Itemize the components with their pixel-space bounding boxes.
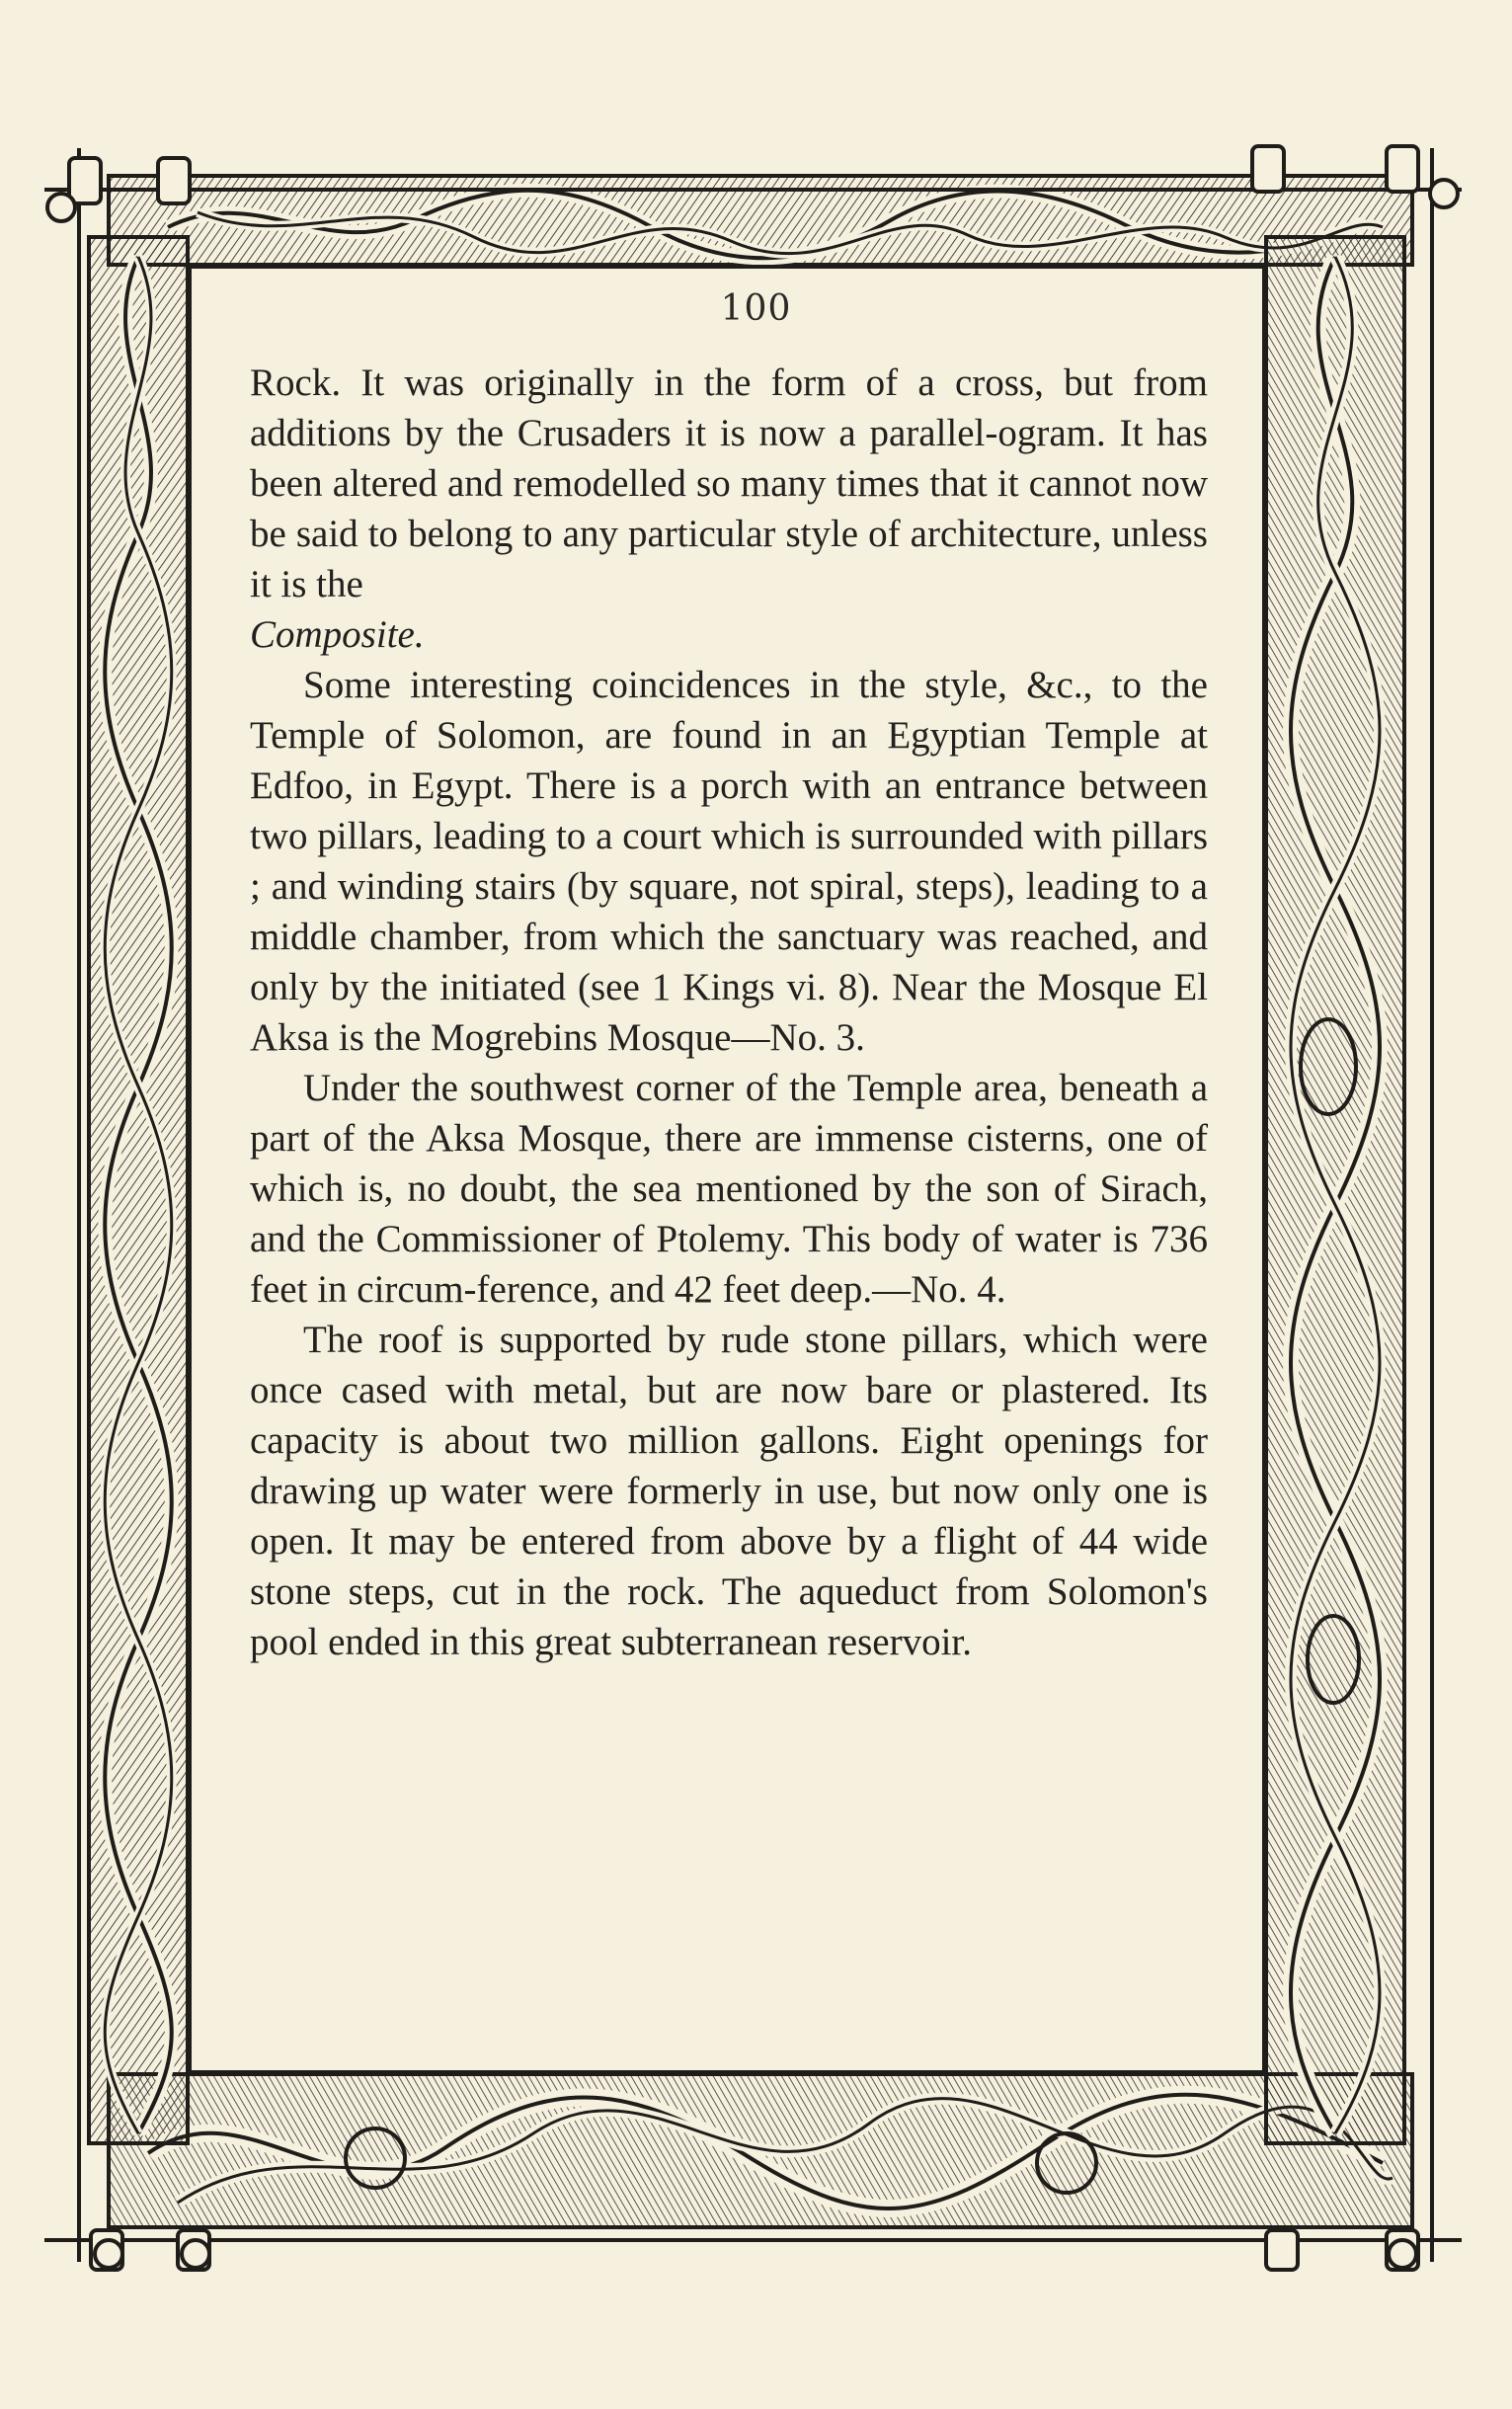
paragraph-3: Under the southwest corner of the Temple area, beneath a part of the Aksa Mosque, there are immense cisterns, one of which is, no doubt, the sea mentioned by the son of Sirach, and the Commissioner of Ptolemy. This body of water is 736 feet in circum-ference, and 42 feet deep.—No. 4. <box>250 1067 1208 1311</box>
page-number: 100 <box>720 288 792 329</box>
paragraph-1 <box>250 358 1208 660</box>
bottom-ornament-band <box>109 2074 1412 2227</box>
paragraph-4: The roof is supported by rude stone pillars, which were once cased with metal, but are now bare or plastered. Its capacity is about two million gallons. Eight openings for drawing up water were formerly in use, but now only one is open. It may be entered from above by a flight of 44 wide stone steps, cut in the rock. The aqueduct from Solomon's pool ended in this great subterranean reservoir. <box>250 1319 1208 1663</box>
page-body <box>250 358 1208 1667</box>
right-ornament-column <box>1266 237 1404 2143</box>
paragraph-2: Some interesting coincidences in the style, &c., to the Temple of Solomon, are found in an Egyptian Temple at Edfoo, in Egypt. There is a porch with an entrance between two pillars, leading to a court which is surrounded with pillars ; and winding stairs (by square, not spiral, steps), leading to a middle chamber, from which the sanctuary was reached, and only by the initiated (see 1 Kings vi. 8). Near the Mosque El Aksa is the Mogrebins Mosque—No. 3. <box>250 664 1208 1059</box>
paragraph-1-text: Rock. It was originally in the form of a cross, but from additions by the Crusaders it is now a parallel-ogram. It has been altered and remodelled so many times that it cannot now be said to belong to any particular style of architecture, unless it is the <box>250 361 1208 605</box>
italic-term-composite: Composite. <box>250 613 425 656</box>
left-ornament-column <box>89 237 188 2143</box>
